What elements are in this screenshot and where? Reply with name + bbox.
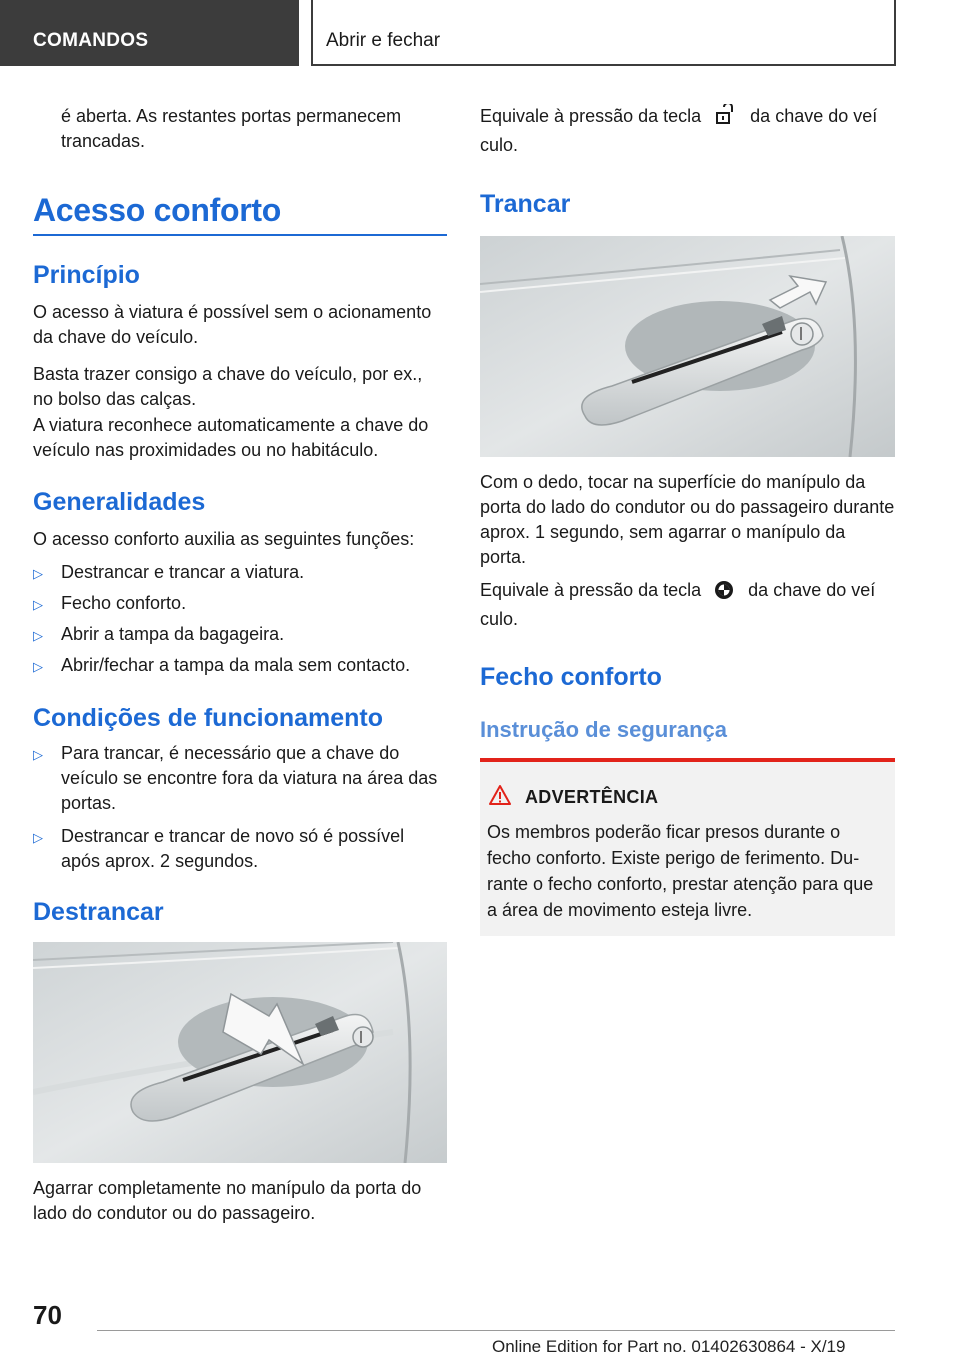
page-title: Acesso conforto — [33, 192, 281, 228]
list-item: ▷ Abrir/fechar a tampa da mala sem contacto. — [33, 653, 447, 678]
list-item: ▷ Destrancar e trancar a viatura. — [33, 560, 447, 585]
generalidades-intro: O acesso conforto auxilia as seguintes funções: — [33, 529, 415, 549]
list-item: ▷ Fecho conforto. — [33, 591, 447, 616]
destrancar-caption: Agarrar completamente no manípulo da porta do lado do condutor ou do passageiro. — [33, 1178, 422, 1223]
bullet-triangle-icon: ▷ — [33, 830, 43, 845]
trancar-caption: Com o dedo, tocar na superfície do manípulo da porta do lado do condutor ou do passageiro durante aprox. 1 segundo, sem agarrar o manípulo da porta. — [480, 472, 895, 567]
equiv-lock-paragraph: Equivale à pressão da tecla da chave do veí culo. — [480, 580, 876, 629]
header-section-label: COMANDOS — [33, 30, 149, 51]
continued-paragraph: é aberta. As restantes portas permanecem trancadas. — [61, 106, 402, 151]
heading-destrancar: Destrancar — [33, 898, 164, 926]
principio-p3: A viatura reconhece automaticamente a chave do veículo nas proximidades ou no habitáculo. — [33, 415, 429, 460]
heading-trancar: Trancar — [480, 190, 571, 218]
title-rule — [33, 234, 447, 236]
bullet-triangle-icon: ▷ — [33, 659, 43, 674]
principio-p1: O acesso à viatura é possível sem o acionamento da chave do veículo. — [33, 302, 432, 347]
heading-condicoes: Condições de funcionamento — [33, 704, 384, 732]
bullet-triangle-icon: ▷ — [33, 747, 43, 762]
equiv-unlock-paragraph: Equivale à pressão da tecla da chave do veí culo. — [480, 104, 895, 158]
principio-p2: Basta trazer consigo a chave do veículo, por ex., no bolso das calças. — [33, 364, 423, 409]
bullet-triangle-icon: ▷ — [33, 597, 43, 612]
header-chapter-tab — [311, 0, 896, 66]
bullet-triangle-icon: ▷ — [33, 628, 43, 643]
warning-triangle-icon — [488, 784, 512, 811]
page-number: 70 — [33, 1300, 62, 1330]
header-chapter-label: Abrir e fechar — [326, 30, 441, 51]
bmw-logo-icon — [714, 580, 734, 607]
list-item: ▷ Para trancar, é necessário que a chave do veículo se encontre fora da viatura na área das portas. — [33, 743, 438, 813]
door-handle-unlock-image — [33, 942, 447, 1163]
list-item: ▷ Abrir a tampa da bagageira. — [33, 622, 447, 647]
heading-principio: Princípio — [33, 261, 140, 289]
heading-fecho-conforto: Fecho conforto — [480, 663, 662, 691]
footer-rule — [97, 1330, 895, 1331]
heading-generalidades: Generalidades — [33, 488, 206, 516]
door-handle-lock-image — [480, 236, 895, 457]
warning-text: Os membros poderão ficar presos durante o fecho conforto. Existe perigo de ferimento. Durante o fecho conforto, prestar atenção para que a área de movimento esteja livre. — [487, 822, 874, 920]
header-section-tab — [0, 0, 299, 66]
warning-title: ADVERTÊNCIA — [525, 787, 659, 807]
bullet-triangle-icon: ▷ — [33, 566, 43, 581]
unlock-icon — [714, 104, 736, 133]
heading-instrucao-seguranca: Instrução de segurança — [480, 717, 727, 742]
warning-box — [480, 758, 895, 936]
footer-edition: Online Edition for Part no. 01402630864 - X/19 — [492, 1337, 846, 1356]
list-item: ▷ Destrancar e trancar de novo só é possível após aprox. 2 segundos. — [33, 826, 405, 871]
